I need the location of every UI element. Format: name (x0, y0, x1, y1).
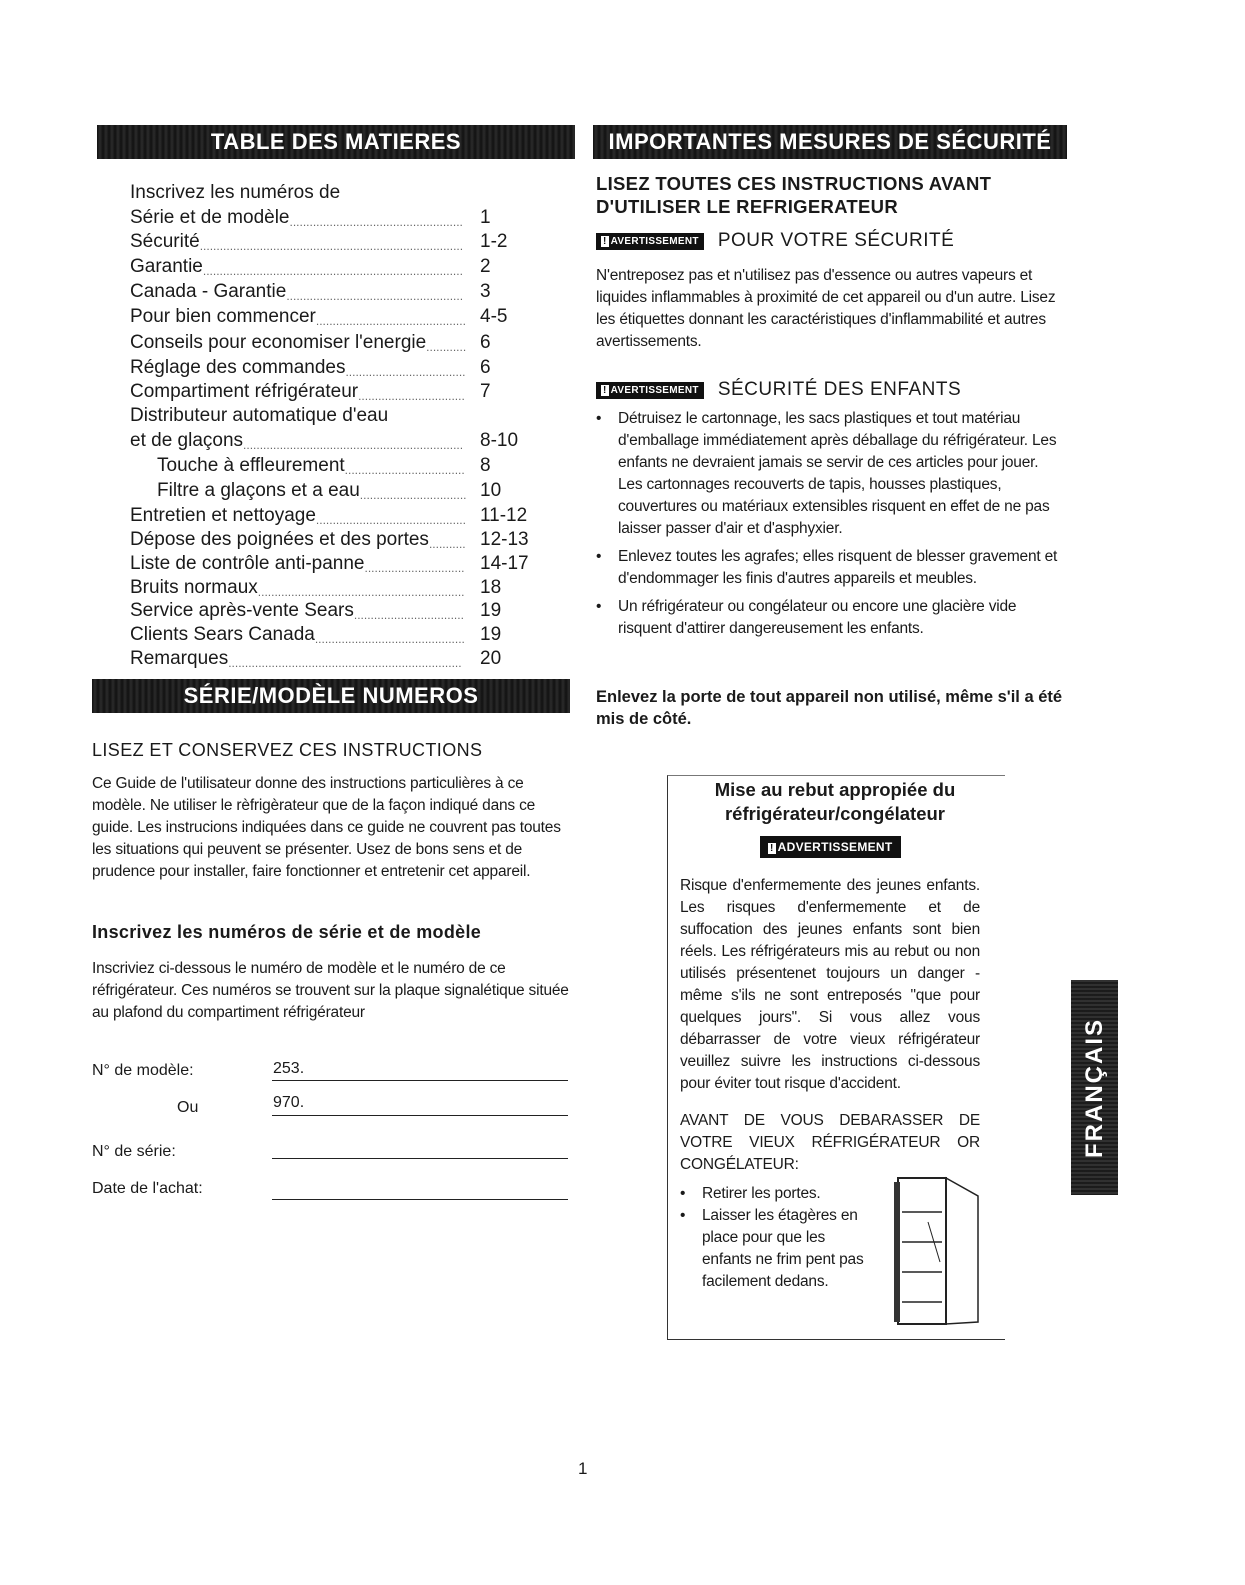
warning-label-3: ADVERTISSEMENT (777, 840, 893, 854)
section1-row (596, 230, 1066, 252)
serial-header: SÉRIE/MODÈLE NUMEROS (183, 683, 479, 708)
safety-header-bar (593, 125, 1067, 159)
disposal-list (680, 1183, 870, 1293)
or-line (272, 1115, 568, 1116)
toc-item-label: Distributeur automatique d'eau (130, 405, 389, 426)
toc-item-page: 20 (480, 648, 502, 669)
or-label: Ou (177, 1099, 199, 1116)
disposal-text: Risque d'enfermemente des jeunes enfants. Les risques d'enfermemente et de suffocation des jeunes enfants sont bien réels. Les réfrigérateurs mis au rebut ou non utilisés présentenet toujours un danger - même s'ils ne sont entreposés "que pour quelques jours". Si vous allez vous débarrasser de votre vieux réfrigérateur veuillez suivre les instructions ci-dessous pour éviter tout risque d'accident. (680, 877, 980, 1092)
safety-heading: LISEZ TOUTES CES INSTRUCTIONS AVANT D'UTILISER LE REFRIGERATEUR (596, 173, 992, 217)
toc-leader-dots: ............ (426, 340, 467, 354)
toc-leader-dots: .............................................................................. (202, 264, 463, 278)
toc-item (130, 624, 530, 646)
list-item: • Détruisez le cartonnage, les sacs plastiques et tout matériau d'emballage immédiatement après déballage du réfrigérateur. Les enfants ne devraient jamais se servir de ces articles pour jouer. Les cartonnages recouverts de tapis, housses plastiques, couvertures ou matériaux extensibles risquent en effet de ne pas laisser passer d'air et d'asphyxier. (596, 408, 1064, 540)
toc-item-page: 8-10 (480, 430, 519, 451)
serial-header-bar (92, 679, 570, 713)
toc-item-label: Filtre a glaçons et a eau (157, 480, 360, 501)
toc-item (130, 529, 530, 551)
section1-text: N'entreposez pas et n'utilisez pas d'essence ou autres vapeurs et liquides inflammables à proximité de cet appareil ou d'un autre. Lisez les étiquettes donnant les caractéristiques d'inflammabilité et autres avertissements. (596, 267, 1056, 350)
toc-item-label: Touche à effleurement (157, 455, 345, 476)
warning-label-1: AVERTISSEMENT (610, 235, 699, 247)
model-line (272, 1080, 568, 1081)
toc-item-page: 6 (480, 332, 491, 353)
toc-item-page: 14-17 (480, 553, 529, 574)
toc-item-label: Canada - Garantie (130, 281, 287, 302)
toc-item-label: Dépose des poignées et des portes (130, 529, 429, 550)
warning-triangle-icon: ! (603, 384, 607, 396)
toc-item (130, 648, 530, 670)
list-item: • Retirer les portes. (680, 1183, 870, 1205)
list-item: • Un réfrigérateur ou congélateur ou encore une glacière vide risquent d'attirer dangereusement les enfants. (596, 596, 1064, 640)
serial-para1: Ce Guide de l'utilisateur donne des instructions particulières à ce modèle. Ne utiliser le rèfrigèrateur que de la façon indiqué dans ce guide. Les instrucions indiquées dans ce guide ne couvrent pas toutes les situations qui peuvent se présenter. Usez de bons sens et de prudence pour installer, faire fonctionner et entretenir cet appareil. (92, 775, 561, 880)
refrigerator-illustration (888, 1172, 984, 1332)
section1-title: POUR VOTRE SÉCURITÉ (717, 230, 955, 251)
toc-leader-dots: ............................................. (314, 632, 465, 646)
toc-item-page: 18 (480, 577, 502, 598)
toc-item-page: 3 (480, 281, 491, 302)
toc-header: TABLE DES MATIERES (210, 129, 462, 154)
toc-item (130, 505, 530, 527)
toc-item-page: 12-13 (480, 529, 529, 550)
toc-leader-dots: .............................................................. (257, 585, 465, 599)
warning-badge-2 (596, 382, 704, 399)
toc-item-label: Série et de modèle (130, 207, 290, 228)
toc-item (130, 306, 530, 328)
toc-item-label: Entretien et nettoyage (130, 505, 316, 526)
serial-line (272, 1158, 568, 1159)
side-tab-label: FRANÇAIS (1080, 1017, 1108, 1158)
serial-para2: Inscriviez ci-dessous le numéro de modèle et le numéro de ce réfrigérateur. Ces numéros se trouvent sur la plaque signalétique située au plafond du compartiment réfrigérateur (92, 960, 569, 1021)
toc-item-label: Garantie (130, 256, 203, 277)
list-item: • Enlevez toutes les agrafes; elles risquent de blesser gravement et d'endommager les finis d'autres appareils et meubles. (596, 546, 1064, 590)
toc-item-label: et de glaçons (130, 430, 244, 451)
toc-leader-dots: ............................................................................... (199, 239, 464, 253)
toc-item-page: 8 (480, 455, 491, 476)
toc-item (130, 357, 530, 379)
toc-item-page: 4-5 (480, 306, 508, 327)
toc-header-bar (97, 125, 575, 159)
serial-label: N° de série: (92, 1143, 176, 1160)
toc-item-page: 1 (480, 207, 491, 228)
toc-item-label: Compartiment réfrigérateur (130, 381, 359, 402)
toc-leader-dots: ............................................. (315, 513, 466, 527)
toc-intro: Inscrivez les numéros de (130, 182, 341, 203)
page-number: 1 (578, 1459, 588, 1478)
toc-item-label: Sécurité (130, 231, 200, 252)
section2-row (596, 379, 1066, 401)
toc-item-page: 11-12 (480, 505, 528, 526)
warning-triangle-icon: ! (770, 843, 774, 854)
bold-note: Enlevez la porte de tout appareil non utilisé, même s'il a été mis de côté. (596, 688, 1063, 728)
safety-header: IMPORTANTES MESURES DE SÉCURITÉ (608, 129, 1052, 154)
toc-item-label: Remarques (130, 648, 229, 669)
toc-leader-dots: ............................................. (315, 314, 466, 328)
toc-item (130, 405, 530, 427)
toc-leader-dots: ...................................................................... (228, 656, 462, 670)
or-value: 970. (273, 1094, 305, 1111)
toc-item-label: Réglage des commandes (130, 357, 346, 378)
toc-leader-dots: .................................... (345, 365, 466, 379)
toc-item (130, 577, 530, 599)
toc-leader-dots: ................................ (358, 389, 465, 403)
toc-leader-dots: ........... (428, 537, 466, 551)
toc-item-label: Clients Sears Canada (130, 624, 315, 645)
toc-item (130, 381, 530, 403)
toc-item-page: 2 (480, 256, 491, 277)
toc-item-page: 1-2 (480, 231, 508, 252)
toc-leader-dots: .................................................................. (243, 438, 464, 452)
toc-item (130, 455, 557, 477)
toc-leader-dots: ................................ (359, 488, 467, 502)
disposal-caps: AVANT DE VOUS DEBARASSER DE VOTRE VIEUX RÉFRIGÉRATEUR OR CONGÉLATEUR: (680, 1112, 980, 1173)
date-label: Date de l'achat: (92, 1180, 203, 1197)
warning-label-2: AVERTISSEMENT (610, 384, 699, 396)
language-side-tab (1071, 980, 1118, 1195)
toc-item-page: 19 (480, 624, 502, 645)
toc-item-label: Pour bien commencer (130, 306, 316, 327)
toc-item (130, 480, 557, 502)
toc-item-page: 19 (480, 600, 502, 621)
serial-heading: LISEZ ET CONSERVEZ CES INSTRUCTIONS (92, 740, 483, 760)
list-item: • Laisser les étagères en place pour que les enfants ne frim pent pas facilement dedans. (680, 1205, 870, 1293)
disposal-title: Mise au rebut appropiée du réfrigérateur/congélateur (714, 779, 956, 824)
toc-leader-dots: .................................................... (289, 215, 463, 229)
toc-item (130, 430, 530, 452)
toc-item (130, 231, 530, 253)
toc-item-label: Conseils pour economiser l'energie (130, 332, 427, 353)
serial-subheading: Inscrivez les numéros de série et de modèle (92, 922, 482, 942)
toc-item-label: Bruits normaux (130, 577, 258, 598)
toc-item-page: 10 (480, 480, 502, 501)
warning-badge-3 (760, 836, 901, 858)
toc-item-page: 6 (480, 357, 491, 378)
warning-badge-1 (596, 233, 704, 250)
warning-triangle-icon: ! (603, 235, 607, 247)
toc-item (130, 256, 530, 278)
toc-item-page: 7 (480, 381, 491, 402)
toc-leader-dots: ................................. (353, 608, 464, 622)
toc-item (130, 281, 530, 303)
toc-item (130, 600, 530, 622)
section2-title: SÉCURITÉ DES ENFANTS (717, 379, 962, 400)
model-label: N° de modèle: (92, 1062, 194, 1079)
child-safety-list (596, 408, 1064, 640)
toc-item-label: Liste de contrôle anti-panne (130, 553, 365, 574)
toc-item (130, 553, 530, 575)
toc-item (130, 332, 530, 354)
toc-item (130, 207, 530, 229)
model-value: 253. (273, 1060, 305, 1077)
toc-leader-dots: .................................... (344, 463, 465, 477)
disposal-warning-row (760, 836, 901, 858)
toc-item-label: Service après-vente Sears (130, 600, 354, 621)
toc-leader-dots: ..................................................... (286, 289, 464, 303)
toc-leader-dots: .............................. (364, 561, 465, 575)
date-line (272, 1199, 568, 1200)
